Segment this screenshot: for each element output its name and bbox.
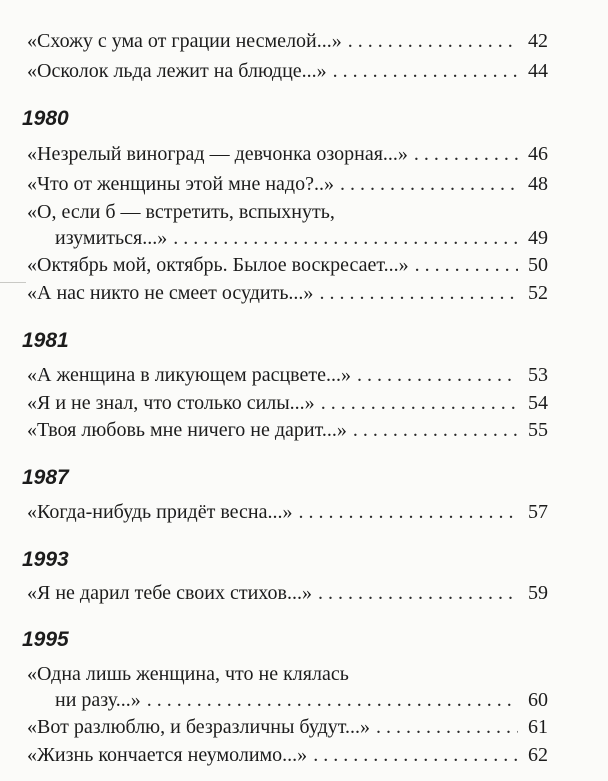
toc-entry [27, 199, 548, 251]
toc-entry-page: 54 [528, 392, 548, 414]
leader-dots [357, 362, 518, 388]
toc-entry [27, 141, 548, 167]
leader-dots [318, 580, 518, 606]
leader-dots [340, 171, 518, 197]
toc-entry-title-line2: изумиться...» [55, 227, 168, 249]
toc-entry [27, 714, 548, 740]
year-heading: 1987 [22, 466, 69, 489]
leader-dots [414, 141, 518, 167]
toc-entry-title: «Я и не знал, что столько силы...» [27, 392, 315, 414]
toc-entry-title: «Осколок льда лежит на блюдце...» [27, 60, 327, 82]
toc-entry [27, 390, 548, 416]
toc-entry-page: 62 [528, 744, 548, 766]
toc-entry [27, 280, 548, 306]
toc-entry [27, 58, 548, 84]
year-heading: 1995 [22, 628, 69, 651]
toc-entry [27, 499, 548, 525]
toc-entry [27, 742, 548, 768]
toc-entry-page: 46 [528, 143, 548, 165]
toc-entry [27, 362, 548, 388]
leader-dots [173, 225, 518, 251]
toc-entry-title: «А нас никто не смеет осудить...» [27, 282, 314, 304]
year-heading: 1981 [22, 329, 69, 352]
toc-entry [27, 252, 548, 278]
toc-entry-page: 48 [528, 173, 548, 195]
toc-entry-page: 57 [528, 501, 548, 523]
leader-dots [298, 499, 518, 525]
year-heading: 1993 [22, 548, 69, 571]
toc-entry [27, 417, 548, 443]
toc-entry-page: 61 [528, 716, 548, 738]
toc-entry-page: 59 [528, 582, 548, 604]
leader-dots [147, 687, 518, 713]
toc-entry-page: 60 [528, 689, 548, 711]
toc-entry-page: 42 [528, 30, 548, 52]
toc-entry-title: «А женщина в ликующем расцвете...» [27, 364, 351, 386]
leader-dots [353, 417, 518, 443]
toc-entry-title: «Октябрь мой, октябрь. Былое воскресает...» [27, 254, 409, 276]
leader-dots [333, 58, 518, 84]
toc-entry [27, 171, 548, 197]
toc-entry-page: 50 [528, 254, 548, 276]
toc-entry-page: 53 [528, 364, 548, 386]
toc-entry-title: «Когда-нибудь придёт весна...» [27, 501, 293, 523]
toc-entry-page: 49 [528, 227, 548, 249]
toc-entry-title-line1: «О, если б — встретить, вспыхнуть, [27, 201, 335, 223]
toc-entry-title: «Незрелый виноград — девчонка озорная...» [27, 143, 408, 165]
toc-entry [27, 28, 548, 54]
toc-entry-page: 44 [528, 60, 548, 82]
toc-entry-title: «Схожу с ума от грации несмелой...» [27, 30, 342, 52]
year-heading: 1980 [22, 107, 69, 130]
leader-dots [376, 714, 518, 740]
toc-entry [27, 580, 548, 606]
leader-dots [313, 742, 518, 768]
leader-dots [319, 280, 518, 306]
page-scratch-mark [0, 282, 26, 283]
toc-entry-title-line1: «Одна лишь женщина, что не клялась [27, 663, 349, 685]
toc-entry-title-line2: ни разу...» [55, 689, 141, 711]
toc-entry-title: «Твоя любовь мне ничего не дарит...» [27, 419, 347, 441]
toc-entry-title: «Я не дарил тебе своих стихов...» [27, 582, 312, 604]
toc-entry [27, 661, 548, 713]
toc-entry-title: «Вот разлюблю, и безразличны будут...» [27, 716, 370, 738]
leader-dots [415, 252, 518, 278]
toc-entry-title: «Что от женщины этой мне надо?..» [27, 173, 334, 195]
toc-entry-page: 55 [528, 419, 548, 441]
toc-entry-title: «Жизнь кончается неумолимо...» [27, 744, 308, 766]
toc-entry-page: 52 [528, 282, 548, 304]
leader-dots [321, 390, 518, 416]
leader-dots [348, 28, 518, 54]
